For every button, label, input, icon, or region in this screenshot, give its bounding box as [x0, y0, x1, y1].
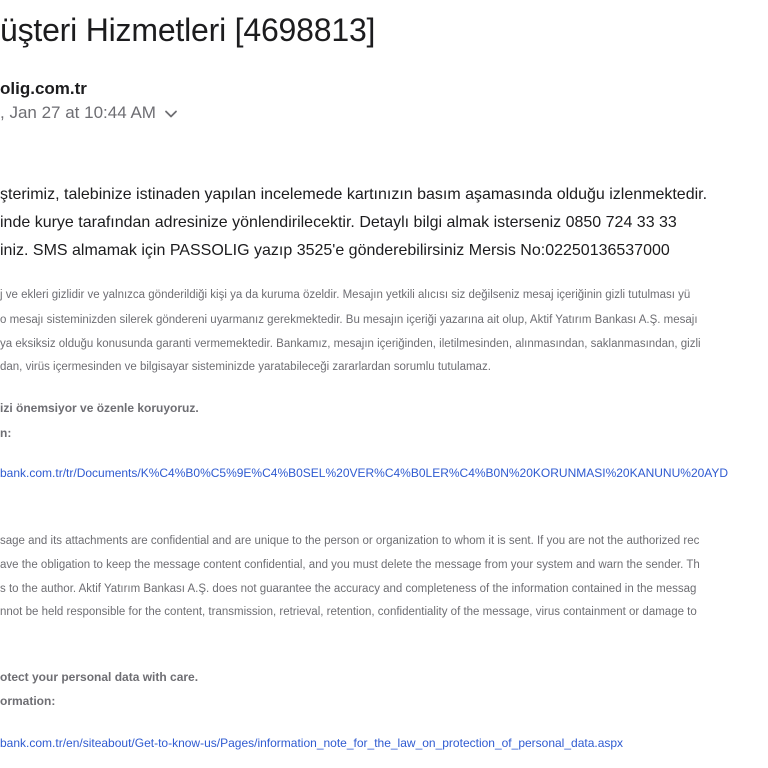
legal-line: dan, virüs içermesinden ve bilgisayar sisteminizde yaratabileceği zararlardan sorumlu tutulamaz.	[0, 361, 491, 373]
date-row[interactable]	[0, 103, 178, 123]
body-line: inde kurye tarafından adresinize yönlendirilecektir. Detaylı bilgi almak isterseniz 0850 724 33 33	[0, 214, 677, 231]
kvkk-heading: izi önemsiyor ve özenle koruyoruz.	[0, 401, 199, 415]
email-subject: üşteri Hizmetleri [4698813]	[0, 12, 376, 48]
legal-line: ya eksiksiz olduğu konusunda garanti vermemektedir. Bankamız, mesajın içeriğinden, iletilmesinden, alınmasından, saklanmasından, gizli	[0, 338, 701, 350]
legal-line: o mesajı sisteminizden silerek göndereni uyarmanız gerekmektedir. Bu mesajın içeriği yazarına ait olup, Aktif Yatırım Bankası A.Ş. mesajı	[0, 314, 698, 326]
kvkk-link-tr[interactable]: bank.com.tr/tr/Documents/K%C4%B0%C5%9E%C4%B0SEL%20VER%C4%B0LER%C4%B0N%20KORUNMASI%20KANUNU%20AYD	[0, 466, 729, 480]
kvkk-label: n:	[0, 426, 12, 440]
legal-line: nnot be held responsible for the content, transmission, retrieval, retention, confidentiality of the message, virus containment or damage to	[0, 606, 697, 618]
legal-line: ave the obligation to keep the message content confidential, and you must delete the message from your system and warn the sender. Th	[0, 559, 700, 571]
en-privacy-heading: otect your personal data with care.	[0, 670, 199, 684]
email-date: , Jan 27 at 10:44 AM	[0, 103, 156, 122]
sender-address[interactable]: olig.com.tr	[0, 79, 87, 98]
legal-line: j ve ekleri gizlidir ve yalnızca gönderildiği kişi ya da kuruma özeldir. Mesajın yetkili alıcısı siz değilseniz mesaj içeriğinin gizli tutulması yü	[0, 289, 691, 301]
chevron-down-icon[interactable]	[164, 106, 178, 120]
legal-line: s to the author. Aktif Yatırım Bankası A.Ş. does not guarantee the accuracy and completeness of the information contained in the messag	[0, 583, 697, 595]
legal-line: sage and its attachments are confidential and are unique to the person or organization to whom it is sent. If you are not the authorized rec	[0, 535, 700, 547]
body-line: iniz. SMS almamak için PASSOLIG yazıp 3525'e gönderebilirsiniz Mersis No:02250136537000	[0, 242, 670, 259]
en-info-label: ormation:	[0, 694, 56, 708]
body-line: şterimiz, talebinize istinaden yapılan incelemede kartınızın basım aşamasında olduğu izlenmektedir.	[0, 186, 708, 203]
privacy-link-en[interactable]: bank.com.tr/en/siteabout/Get-to-know-us/Pages/information_note_for_the_law_on_protection_of_personal_data.aspx	[0, 736, 624, 750]
